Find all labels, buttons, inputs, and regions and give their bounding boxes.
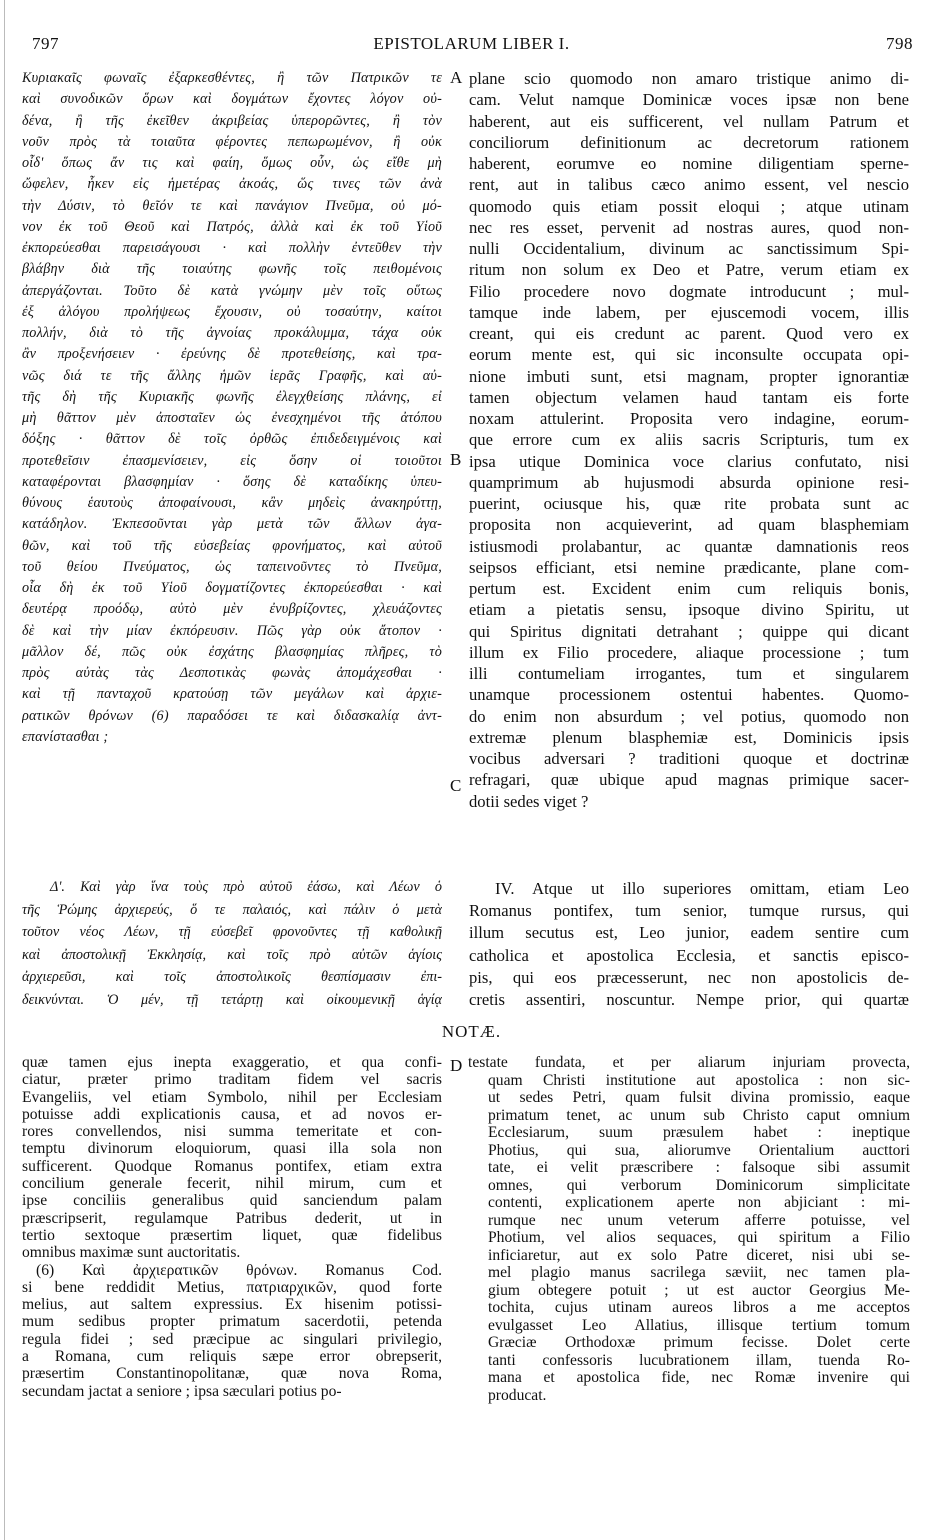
text-line: tanti confessoris lucubrationem illam, tuenda Ro- <box>488 1351 910 1369</box>
text-line: melius, aut saltem expressius. Ex hisenim potissi- <box>22 1296 442 1314</box>
text-line: καὶ ἀποστολικῇ Ἐκκλησίᾳ, καὶ τοῖς πρὸ αὐτῶν ἁγίοις <box>22 946 442 963</box>
text-line: evulgasset Leo Allatius, illisque tertium tomum <box>488 1316 910 1334</box>
latin-text-column <box>469 68 909 812</box>
page-number-left: 797 <box>32 34 59 53</box>
greek-section-iv <box>22 876 442 1011</box>
text-line: Filio procedere novo dogmate introducunt ; mul- <box>469 281 909 301</box>
text-line: rent, aut in talibus cæco animo essent, vel nescio <box>469 175 909 195</box>
text-line: potuisse addi explicationis causa, et ad novos er- <box>22 1105 442 1123</box>
text-line: plane scio quomodo non amaro tristique animo di- <box>469 69 909 88</box>
margin-marker-c: C <box>450 776 462 795</box>
text-line: ἀπεργάζονται. Τοῦτο δὲ κατὰ γνώμην μὲν τοῖς οὕτως <box>22 282 442 299</box>
text-line: illum secutus est, Leo junior, eadem sentire cum <box>469 923 909 943</box>
text-line: rores convellendos, nisi summa temeritate et con- <box>22 1123 442 1141</box>
text-line: ρατικῶν θρόνων (6) παραδόσει τε καὶ διδασκαλίᾳ ἀντ- <box>22 707 442 724</box>
text-line: νῶς διά τε τῆς ἄλλης ἡμῶν ἱερᾶς Γραφῆς, καὶ αὐ- <box>22 367 442 384</box>
text-line: tochita, cujus utinam aureos libros a me acceptos <box>488 1299 910 1316</box>
text-line: ipsa utique Dominica voce clarius confutato, nisi <box>469 451 909 471</box>
text-line: καὶ συνοδικῶν ὅρων καὶ δογμάτων ἔχοντες λόγον οὐ- <box>22 91 442 108</box>
text-line: cam. Velut namque Dominicæ voces ipsæ non bene <box>469 90 909 110</box>
page-number-right: 798 <box>886 34 913 53</box>
text-line: μᾶλλον δέ, πῶς οὐκ ἐσχάτης βλασφημίας πλῆρες, τὸ <box>22 643 442 660</box>
text-line: δόξης · θᾶττον δὲ τοῖς ὀρθῶς ἐπιδεδειγμένοις καὶ <box>22 431 442 448</box>
text-line: τῆς δὴ τῆς Κυριακῆς φωνῆς ἐλεγχθείσης πλάνης, εἰ <box>22 388 442 405</box>
text-line: extremæ plenum blasphemiæ est, Dominicis ipsis <box>469 727 909 747</box>
text-line: cretis assentiri, noscuntur. Nempe prior, qui quartæ <box>469 990 909 1010</box>
text-line: illum ex Filio procedere, aliaque processione ; tum <box>469 642 909 662</box>
text-line: ciatur, præter primo traditam fidem vel sacris <box>22 1071 442 1089</box>
text-line: præscripserit, regulamque Patribus dederit, ut in <box>22 1209 442 1227</box>
text-line: προτεθεῖσιν ἐπασμενίσειεν, εἰς ὅσην οἱ τοιοῦτοι <box>22 452 442 469</box>
text-line: ritum non solum ex Deo et Patre, verum etiam ex <box>469 260 909 280</box>
latin-section-iv <box>469 878 909 1011</box>
text-line: conciliorum definitionum ac decretorum rationem <box>469 132 909 152</box>
text-line: δὲ καὶ τὴν μίαν ἐκπόρευσιν. Πῶς γὰρ οὐκ ἄτοπον · <box>22 622 442 639</box>
text-line: δευτέρᾳ προόδῳ, αὐτὸ μὲν ἐνυβρίζοντες, χλευάζοντες <box>22 601 442 618</box>
text-line: τοῦ θείου Πνεύματος, ὡς ταπεινοῦντες τὸ Πνεῦμα, <box>22 558 442 575</box>
text-line: qui Spiritus dignitati detrahant ; quippe qui dicant <box>469 621 909 641</box>
text-line: haberent, eorumve eo nomine diligentiam sperne- <box>469 154 909 173</box>
text-line: επανίστασθαι ; <box>22 728 109 745</box>
text-line: οἷα δὴ ἐκ τοῦ Υἱοῦ δογματίζοντες ἐκπορεύεσθαι · καὶ <box>22 580 442 596</box>
text-line: νον ἐκ τοῦ Θεοῦ καὶ Πατρός, ἀλλὰ καὶ ἐκ τοῦ Υἱοῦ <box>22 218 442 235</box>
text-line: quamprimum ab hujusmodi absurda opinione resi- <box>469 472 909 492</box>
text-line: βλάβην διὰ τῆς τοιαύτης φωνῆς τοῖς πειθομένοις <box>22 261 442 278</box>
page-edge-rule <box>4 0 5 1540</box>
notes-heading: NOTÆ. <box>441 1022 502 1041</box>
text-line: sufficerent. Quodque Romanus pontifex, etiam extra <box>22 1157 442 1175</box>
text-line: πρὸς αὐτὰς τὰς Δεσποτικὰς φωνὰς ἀπομάχεσθαι · <box>22 665 442 681</box>
text-line: que errore cum ex aliis sacris Scripturis, tum ex <box>469 430 909 450</box>
text-line: καὶ τῇ πανταχοῦ κρατούσῃ τῶν μεγάλων καὶ ἀρχιε- <box>22 686 442 703</box>
text-line: ut sedes Petri, quam fulsit divina promissio, eaque <box>488 1089 910 1106</box>
text-line: istiusmodi prolabantur, ac quantæ damnationis reos <box>469 536 909 556</box>
text-line: regula fidei ; sed præcipue ac singulari privilegio, <box>22 1330 442 1348</box>
text-line: ipse conciliis generalibus quid sanciendum palam <box>22 1192 442 1210</box>
text-line: Δ'. Καὶ γὰρ ἵνα τοὺς πρὸ αὐτοῦ ἐάσω, καὶ Λέων ὁ <box>50 879 442 895</box>
text-line: proposita non acquieverint, ad quam blasphemiam <box>469 515 909 535</box>
text-line: concilium generale fecerit, nihil mirum, cum et <box>22 1175 442 1193</box>
text-line: quæ tamen ejus inepta exaggeratio, et qua confi- <box>22 1054 442 1071</box>
text-line: puerint, ociusque his, quæ rite probata sunt ac <box>469 494 909 513</box>
text-line: testate fundata, et per aliarum injuriam provecta, <box>468 1054 910 1071</box>
margin-marker-a: A <box>450 68 463 87</box>
text-line: primatum tenet, ac unum sub Christo caput omnium <box>488 1106 910 1124</box>
text-line: οἶδ' ὅπως ἄν τις καὶ φαίη, ὅμως οὖν, ὡς εἴθε μὴ <box>22 155 442 171</box>
text-line: mana et apostolica fide, nec Romæ invenire qui <box>488 1369 910 1386</box>
text-line: mum sedibus propter primatum sacerdotii, petenda <box>22 1313 442 1331</box>
margin-marker-b: B <box>450 450 462 469</box>
text-line: pis, qui eos præcesserunt, nec non apostolicis de- <box>469 967 909 987</box>
text-line: ὤφελεν, ἧκεν εἰς ἡμετέρας ἀκοάς, ὥς τινες τῶν ἀνὰ <box>22 176 442 193</box>
greek-text-column <box>22 68 442 748</box>
text-line: nulli Occidentalium, divinum ac sanctissimum Spi- <box>469 239 909 258</box>
text-line: IV. Atque ut illo superiores omittam, etiam Leo <box>495 879 909 898</box>
text-line: Romanus pontifex, tum senior, tumque rursus, qui <box>469 901 909 921</box>
text-line: secundam jactat a seniore ; ipsa sæculari potius po- <box>22 1382 342 1400</box>
text-line: noxam attulerint. Proposita vero indagine, eorum- <box>469 409 909 428</box>
text-line: τῆς Ῥώμης ἀρχιερεύς, ὅ τε παλαιός, καὶ πάλιν ὁ μετὰ <box>22 901 442 918</box>
text-line: νοῦν πρὸς τὰ τοιαῦτα φέροντες πεπωρωμένον, ἢ οὐκ <box>22 133 442 150</box>
text-line: ἀρχιερεῦσι, καὶ τοῖς ἀποστολικοῖς θεσπίσμασιν ἐπι- <box>22 969 442 985</box>
text-line: omnes, qui verborum Dominicorum simplicitate <box>488 1176 910 1194</box>
text-line: tertio sextoque præsertim liquet, quæ fidelibus <box>22 1226 442 1244</box>
text-line: nione imbuti sunt, etsi magnam, propter ignorantiæ <box>469 366 909 386</box>
text-line: rumque nec unum veterum afferre potuisse, vel <box>488 1211 910 1229</box>
text-line: omnibus maximæ sunt auctoritatis. <box>22 1244 241 1262</box>
text-line: κατάδηλον. Ἐκπεσοῦνται γὰρ μετὰ τῶν ἄλλων ἀγα- <box>22 516 442 533</box>
text-line: καταφέρονται βλασφημίαν · ὅσης δὲ καταδίκης ὑπευ- <box>22 473 442 490</box>
text-line: inficiaretur, aut ex solo Patre diceret, nisi ubi se- <box>488 1246 910 1264</box>
text-line: eorum mente est, qui sic inconsulte occupata opi- <box>469 345 909 365</box>
text-line: ἐξ ἀλόγου προλήψεως ἔχουσιν, οὐ τοσαύτην, καίτοι <box>22 303 442 320</box>
text-line: catholica et apostolica Ecclesia, et sanctis episco- <box>469 945 909 965</box>
text-line: pertum est. Excident enim cum reliquis bonis, <box>469 579 909 598</box>
text-line: Photium, vel alios sequaces, qui spiritum a Filio <box>488 1229 910 1246</box>
text-line: θύνους ἑαυτοὺς ἀποφαίνουσι, κἂν μηδεὶς ἀνακηρύττῃ, <box>22 495 442 511</box>
text-line: etiam a pietatis sensu, ipsoque divino Spiritu, ut <box>469 600 909 620</box>
text-line: præsertim Constantinopolitanæ, quæ nova Roma, <box>22 1365 442 1383</box>
text-line: refragari, quæ ubique apud magnas primique sacer- <box>469 770 909 790</box>
text-line: a Romana, cum reliquis sæpe error obrepserit, <box>22 1348 442 1366</box>
notes-right-column <box>468 1054 910 1404</box>
text-line: θῶν, καὶ τοῦ τῆς εὐσεβείας φρονήματος, καὶ αὐτοῦ <box>22 537 442 554</box>
text-line: ἐκπορεύεσθαι παρεισάγουσι · καὶ πολλὴν ἐντεῦθεν τὴν <box>22 240 442 256</box>
text-line: tate, ei velit præscribere : falsoque sibi assumit <box>488 1159 910 1176</box>
text-line: πολλήν, διὰ τὸ τῆς ἀγνοίας προκάλυμμα, τάχα οὐκ <box>22 325 442 341</box>
text-line: haberent, aut eis sufficerent, vel nullam Patrum et <box>469 111 909 131</box>
text-line: τοῦτον νέος Λέων, τῇ εὐσεβεῖ φρονοῦντες τῇ καθολικῇ <box>22 924 442 940</box>
text-line: creant, qui eis credunt ac parent. Quod vero ex <box>469 324 909 343</box>
text-line: seipsos efficiant, etsi nemine prædicante, plane com- <box>469 557 909 577</box>
text-line: mel plagio manus sacrilega sæviit, nec tamen pla- <box>488 1264 910 1281</box>
text-line: Græciæ Orthodoxæ primum fecisse. Dolet certe <box>488 1334 910 1351</box>
text-line: temptu divinorum eloquiorum, quasi illa sola non <box>22 1140 442 1158</box>
text-line: tamen objectum velamen haud tantam eis forte <box>469 387 909 407</box>
text-line: tamque inde labem, per ejuscemodi vocem, illis <box>469 302 909 322</box>
text-line: contenti, explicationem aperte non abjiciant : mi- <box>488 1194 910 1211</box>
text-line: Evangeliis, vel etiam Symbolo, nihil per Ecclesiam <box>22 1088 442 1106</box>
running-header <box>20 34 923 60</box>
text-line: Photius, qui sua, aliorumve Orientalium aucttori <box>488 1141 910 1159</box>
margin-marker-d: D <box>450 1056 463 1075</box>
text-line: Ecclesiarum, suum præsulem habet : ineptique <box>488 1124 910 1141</box>
text-line: δεικνύνται. Ὁ μέν, τῇ τετάρτῃ καὶ οἰκουμενικῇ ἁγίᾳ <box>22 991 442 1008</box>
text-line: ἂν προξενήσειεν · ἐρεύνης δὲ προτεθείσης, καὶ τρα- <box>22 346 442 363</box>
text-line: producat. <box>488 1386 547 1404</box>
text-line: quam Christi institutione aut apostolica : non sic- <box>488 1071 910 1089</box>
running-title: EPISTOLARUM LIBER I. <box>373 34 570 53</box>
text-line: do enim non absurdum ; vel potius, quomodo non <box>469 706 909 726</box>
text-line: vocibus adversari ? traditioni quoque et doctrinæ <box>469 749 909 768</box>
text-line: Κυριακαῖς φωναῖς ἐξαρκεσθέντες, ἢ τῶν Πατρικῶν τε <box>22 70 442 86</box>
text-line: δένα, ἢ τῆς ἐκεῖθεν ἀκριβείας ὑπερορῶντες, ἢ τὸν <box>22 112 442 129</box>
text-line: illi contumeliam irrogantes, tum et singularem <box>469 664 909 683</box>
notes-left-column <box>22 1054 442 1400</box>
text-line: (6) Καὶ ἀρχιερατικῶν θρόνων. Romanus Cod. <box>36 1261 442 1279</box>
text-line: dotii sedes viget ? <box>469 791 589 811</box>
text-line: si bene reddidit Metius, πατριαρχικῶν, quod forte <box>22 1278 442 1296</box>
text-line: τὴν Δύσιν, τὸ θεῖόν τε καὶ πανάγιον Πνεῦμα, οὐ μό- <box>22 197 442 214</box>
text-line: μὴ θᾶττον μὲν ἀποσταῖεν ὡς ἐνεσχημένοι τῆς ἀτόπου <box>22 410 442 426</box>
text-line: unamque processionem ostentui habentes. Quomo- <box>469 685 909 705</box>
text-line: gium obtegere potuit ; ut est auctor Georgius Me- <box>488 1281 910 1299</box>
text-line: quomodo quis etiam possit eloqui ; atque utinam <box>469 196 909 216</box>
text-line: nec res esset, pervenit ad nostras aures, quod non- <box>469 217 909 237</box>
